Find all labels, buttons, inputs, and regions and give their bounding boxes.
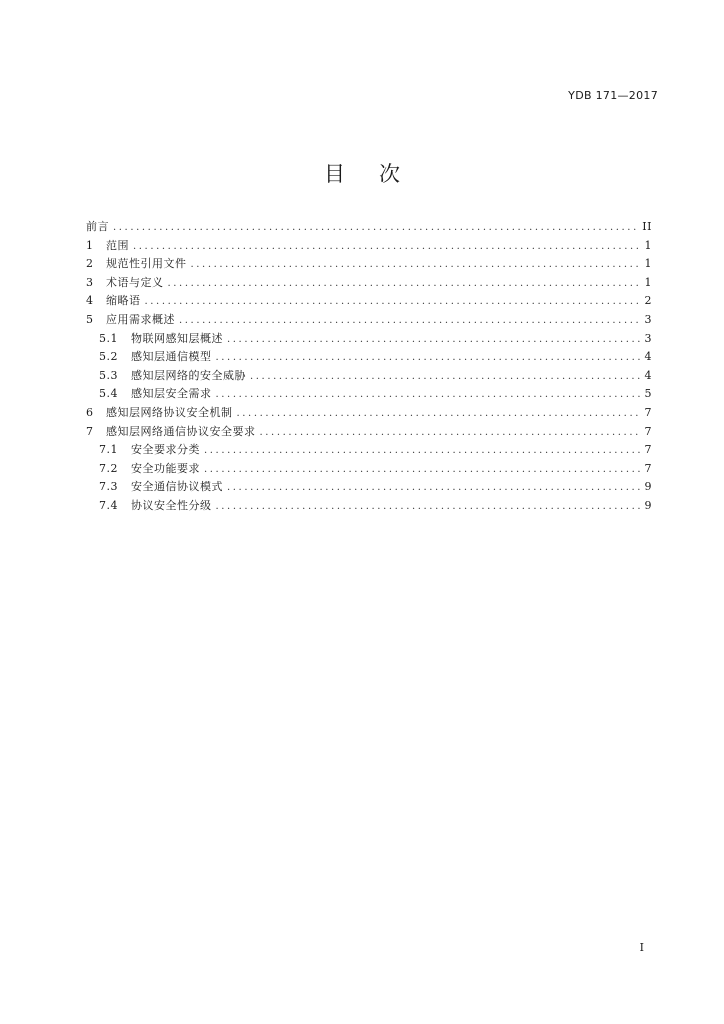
toc-entry[interactable] (86, 218, 652, 237)
page-number: I (639, 941, 644, 954)
toc-entry-number: 4 (86, 294, 94, 308)
toc-entry-number: 5.3 (99, 368, 118, 382)
toc-dot-leader (113, 219, 638, 238)
toc-entry-label: 安全通信协议模式 (131, 480, 223, 494)
toc-entry[interactable] (86, 330, 652, 349)
toc-entry-page: 1 (644, 257, 652, 271)
toc-entry-page: 9 (644, 498, 652, 512)
toc-entry-page: 4 (644, 368, 652, 382)
toc-entry-number: 7 (86, 424, 94, 438)
toc-entry-page: 5 (644, 387, 652, 401)
toc-entry[interactable] (86, 292, 652, 311)
toc-entry-page: 7 (644, 443, 652, 457)
toc-entry[interactable] (86, 367, 652, 386)
toc-entry-label: 缩略语 (106, 294, 141, 308)
toc-entry[interactable] (86, 497, 652, 516)
toc-dot-leader (237, 405, 641, 424)
toc-entry-page: 3 (644, 331, 652, 345)
toc-dot-leader (216, 386, 641, 405)
toc-entry[interactable] (86, 478, 652, 497)
toc-entry[interactable] (86, 460, 652, 479)
toc-entry-label: 感知层网络协议安全机制 (106, 405, 233, 419)
toc-entry-number: 5.4 (99, 387, 118, 401)
toc-dot-leader (216, 349, 641, 368)
toc-dot-leader (227, 479, 640, 498)
toc-entry-number: 7.1 (99, 443, 118, 457)
toc-entry-page: 1 (644, 238, 652, 252)
toc-dot-leader (260, 424, 641, 443)
toc-entry-label: 范围 (106, 238, 129, 252)
toc-entry-number: 5.2 (99, 350, 118, 364)
toc-entry[interactable] (86, 311, 652, 330)
page-title: 目次 (324, 162, 434, 186)
toc-dot-leader (179, 312, 640, 331)
toc-dot-leader (204, 461, 640, 480)
toc-entry-page: 3 (644, 312, 652, 326)
toc-entry-page: 9 (644, 480, 652, 494)
table-of-contents (86, 218, 652, 516)
toc-entry-page: II (642, 220, 652, 233)
toc-entry-page: 7 (644, 461, 652, 475)
toc-entry[interactable] (86, 423, 652, 442)
toc-dot-leader (168, 275, 641, 294)
toc-entry-label: 感知层安全需求 (131, 387, 212, 401)
toc-entry[interactable] (86, 255, 652, 274)
toc-dot-leader (133, 238, 640, 257)
toc-entry-label: 安全要求分类 (131, 443, 200, 457)
toc-entry-number: 3 (86, 275, 94, 289)
toc-dot-leader (145, 293, 641, 312)
toc-entry-number: 7.4 (99, 498, 118, 512)
toc-entry-page: 2 (644, 294, 652, 308)
toc-entry-number: 1 (86, 238, 94, 252)
toc-entry[interactable] (86, 348, 652, 367)
toc-entry-number: 2 (86, 257, 94, 271)
toc-entry-number: 7.3 (99, 480, 118, 494)
toc-entry-page: 7 (644, 424, 652, 438)
toc-entry[interactable] (86, 441, 652, 460)
toc-entry-number: 6 (86, 405, 94, 419)
toc-entry[interactable] (86, 274, 652, 293)
toc-entry-label: 前言 (86, 220, 109, 233)
toc-entry-number: 7.2 (99, 461, 118, 475)
toc-dot-leader (204, 442, 640, 461)
toc-entry-number: 5 (86, 312, 94, 326)
toc-entry[interactable] (86, 404, 652, 423)
document-code: YDB 171—2017 (568, 89, 658, 102)
toc-entry-page: 7 (644, 405, 652, 419)
toc-entry-label: 物联网感知层概述 (131, 331, 223, 345)
toc-entry-page: 4 (644, 350, 652, 364)
toc-dot-leader (227, 331, 640, 350)
toc-entry-label: 感知层网络通信协议安全要求 (106, 424, 256, 438)
toc-dot-leader (250, 368, 640, 387)
toc-entry-label: 感知层通信模型 (131, 350, 212, 364)
toc-entry-label: 规范性引用文件 (106, 257, 187, 271)
toc-dot-leader (191, 256, 641, 275)
toc-entry[interactable] (86, 237, 652, 256)
toc-entry-label: 应用需求概述 (106, 312, 175, 326)
toc-entry-label: 感知层网络的安全威胁 (131, 368, 246, 382)
toc-entry-label: 术语与定义 (106, 275, 164, 289)
toc-entry-page: 1 (644, 275, 652, 289)
toc-dot-leader (216, 498, 641, 517)
toc-entry-label: 安全功能要求 (131, 461, 200, 475)
toc-entry[interactable] (86, 385, 652, 404)
toc-entry-number: 5.1 (99, 331, 118, 345)
toc-entry-label: 协议安全性分级 (131, 498, 212, 512)
